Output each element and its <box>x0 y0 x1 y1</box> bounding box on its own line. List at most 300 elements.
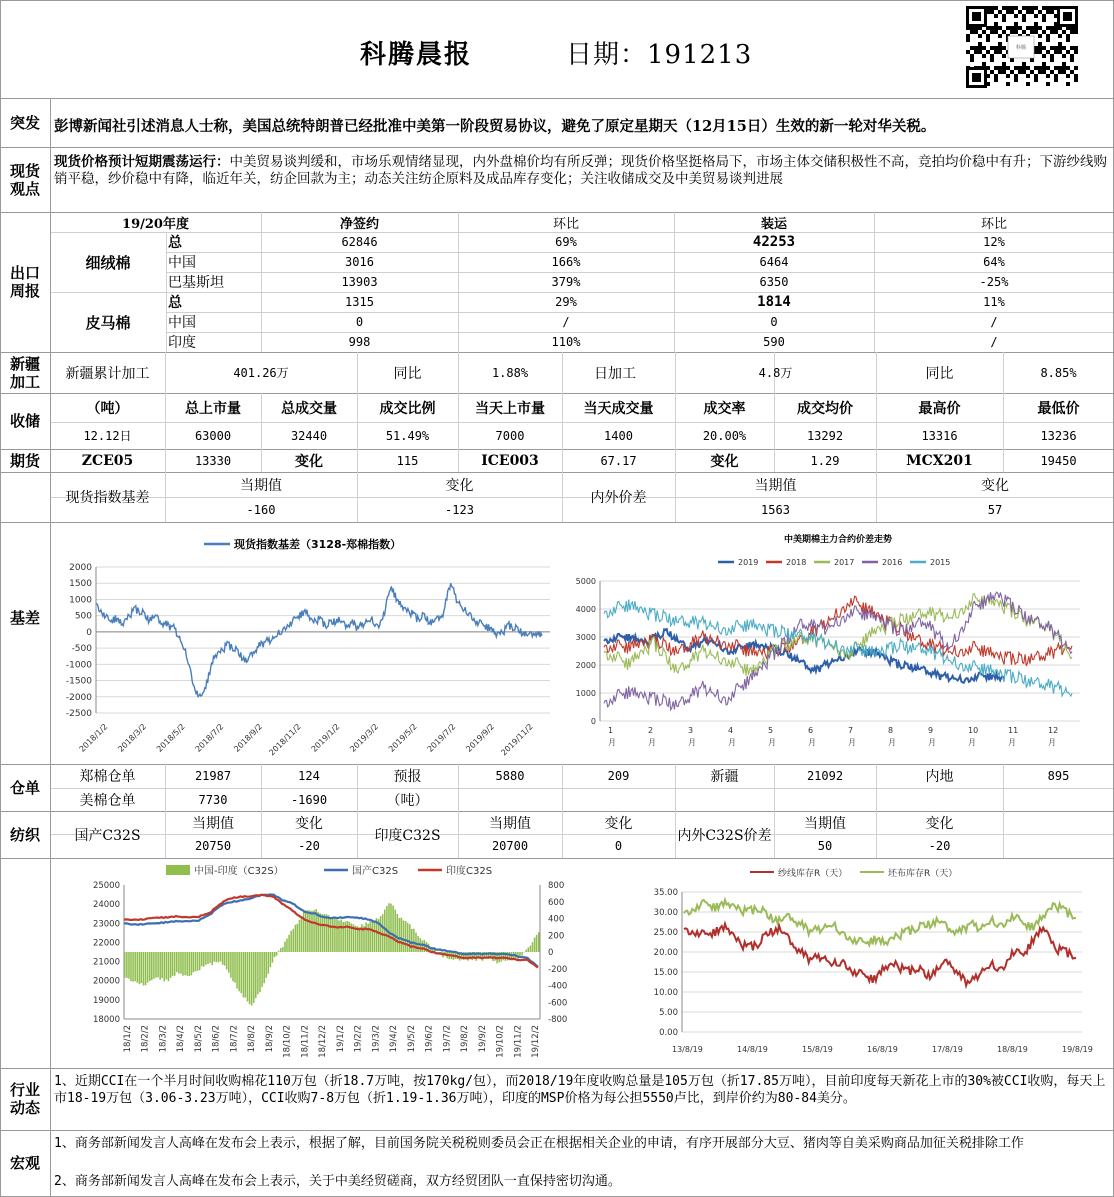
diff-bar <box>382 914 384 952</box>
diff-bar <box>324 914 326 952</box>
diff-bar <box>534 938 536 952</box>
x-tick-label: 19/9/2 <box>477 1025 488 1053</box>
x-tick-label: 18/6/2 <box>211 1025 222 1053</box>
macro-item-1: 1、商务部新闻发言人高峰在发布会上表示，根据了解，目前国务院关税税则委员会正在根据相关企业的申请，有序开展部分大豆、猪肉等自美采购商品加征关税排除工作 <box>54 1136 1024 1151</box>
y-tick-label: 1000 <box>69 595 92 606</box>
xinjiang-yoy1-label: 同比 <box>393 365 422 382</box>
section-storage: 收储 <box>9 412 40 430</box>
warehouse-cell: 郑棉仓单 <box>79 769 136 785</box>
legend-label: 纱线库存R（天） <box>778 869 848 879</box>
diff-bar <box>228 952 230 973</box>
x-tick-label: 18/10/2 <box>282 1025 293 1058</box>
diff-bar <box>191 952 193 975</box>
warehouse-cell: 内地 <box>925 769 954 785</box>
diff-bar <box>274 952 276 957</box>
diff-bar <box>143 952 145 986</box>
x-tick-label: 月 <box>968 738 976 747</box>
diff-bar <box>311 911 313 952</box>
diff-bar <box>299 920 301 952</box>
y-tick-label: 30.00 <box>653 908 678 918</box>
xinjiang-yoy2: 8.85% <box>1040 365 1077 380</box>
x-tick-label: 月 <box>608 738 616 747</box>
warehouse-cell: 5880 <box>495 769 525 783</box>
warehouse-cell: 124 <box>298 769 320 783</box>
diff-bar <box>147 952 149 983</box>
export-row-sign-chg: 29% <box>555 295 577 309</box>
y-tick-label-right: -400 <box>548 981 568 992</box>
x-tick-label: 18/7/2 <box>229 1025 240 1053</box>
storage-cell: 1400 <box>604 428 633 443</box>
spot-opinion-body: 中美贸易谈判缓和，市场乐观情绪显现，内外盘棉价均有所反弹；现货价格坚挺格局下，市场主体交储积极性不高，竞拍均价稳中有升；下游纱线购销平稳，纱价稳中有降，临近年关，纺企回款为主；动态关注纺企原料及成品库存变化；关注收储成交及中美贸易谈判进展 <box>54 154 1107 187</box>
diff-bar <box>172 952 174 976</box>
section-futures: 期货 <box>9 451 40 470</box>
diff-bar <box>284 942 286 952</box>
basis-spot-chg-header: 变化 <box>445 477 474 494</box>
storage-header: 最低价 <box>1037 400 1080 417</box>
diff-bar <box>141 952 143 983</box>
diff-bar <box>280 948 282 952</box>
diff-bar <box>259 952 261 992</box>
series-line <box>684 900 1076 945</box>
diff-bar <box>421 940 423 952</box>
y-tick-label: 20.00 <box>653 948 678 958</box>
y-tick-label: 1000 <box>575 689 596 698</box>
xinjiang-cum-value: 401.26万 <box>233 366 289 380</box>
diff-bar <box>330 918 332 953</box>
x-tick-label: 月 <box>768 738 776 747</box>
x-tick-label: 18/9/2 <box>264 1025 275 1053</box>
export-row-ship: 0 <box>770 315 778 329</box>
x-tick-label: 2019/7/2 <box>425 722 458 754</box>
y-tick-label: -1500 <box>65 676 92 687</box>
warehouse-cell: 新疆 <box>710 769 739 785</box>
diff-bar <box>161 952 163 978</box>
storage-header: 成交均价 <box>797 400 853 417</box>
x-tick-label: 19/12/2 <box>531 1025 541 1058</box>
y-tick-label: 500 <box>74 611 92 622</box>
x-tick-label: 月 <box>928 738 936 747</box>
textile-india-label: 印度C32S <box>374 827 441 844</box>
export-row-ship: 42253 <box>752 234 796 250</box>
export-row-sign-chg: 69% <box>555 235 577 249</box>
futures-cell: ZCE05 <box>81 452 134 469</box>
diff-bar <box>334 918 336 952</box>
legend-label: 中国-印度（C32S） <box>194 866 284 877</box>
section-industry: 行业 动态 <box>9 1081 40 1117</box>
x-tick-label: 月 <box>808 738 816 747</box>
industry-text: 1、近期CCI在一个半月时间收购棉花110万包（折18.7万吨，按170kg/包），而2018/19年度收购总量是105万包（折17.85万吨），目前印度每天新花上市的30%被CCI收购，每天上市18-19万包（3.06-3.23万吨），CCI收购7-8万包（折1.19-1.36万吨），印度的MSP价格为每公担5550卢比，到岸价约为80-84美分。 <box>54 1074 1106 1106</box>
export-group-upland: 细绒棉 <box>85 253 131 272</box>
x-tick-label: 5 <box>768 726 774 735</box>
futures-cell: MCX201 <box>906 452 973 469</box>
warehouse-cell: 7730 <box>198 792 228 807</box>
legend-swatch <box>166 865 190 875</box>
diff-bar <box>388 903 390 952</box>
diff-bar <box>157 952 159 977</box>
diff-bar <box>290 931 292 952</box>
y-tick-label-right: 0 <box>548 948 554 958</box>
export-row-sign-chg: 379% <box>551 275 581 289</box>
diff-bar <box>186 952 188 976</box>
warehouse-cell: 209 <box>607 769 630 783</box>
diff-bar <box>288 935 290 952</box>
diff-bar <box>232 952 234 981</box>
diff-bar <box>407 923 409 952</box>
qr-code-icon <box>966 6 1078 88</box>
legend-label: 国产C32S <box>352 866 399 877</box>
x-tick-label: 19/3/2 <box>371 1025 382 1053</box>
diff-bar <box>336 919 338 952</box>
x-tick-label: 月 <box>848 738 856 747</box>
export-row-sign: 62846 <box>341 235 378 249</box>
legend-label: 2017 <box>834 558 855 567</box>
x-tick-label: 18/5/2 <box>193 1025 204 1053</box>
diff-bar <box>174 952 176 976</box>
diff-bar <box>201 952 203 966</box>
futures-cell: 19450 <box>1040 453 1077 468</box>
x-tick-label: 19/5/2 <box>406 1025 417 1053</box>
diff-bar <box>153 952 155 979</box>
diff-bar <box>132 952 134 982</box>
futures-cell: 变化 <box>295 453 323 470</box>
diff-bar <box>272 952 274 963</box>
x-tick-label: 12 <box>1048 726 1059 735</box>
diff-bar <box>213 952 215 962</box>
section-xinjiang: 新疆 加工 <box>9 354 40 391</box>
y-tick-label: 5000 <box>575 577 596 586</box>
storage-cell: 20.00% <box>702 428 747 443</box>
diff-bar <box>137 952 139 983</box>
diff-bar <box>301 916 303 952</box>
y-tick-label: 35.00 <box>653 888 678 898</box>
textile-domestic-chg-header: 变化 <box>295 815 323 832</box>
xinjiang-daily-value: 4.8万 <box>758 366 793 380</box>
section-basis: 基差 <box>9 609 40 627</box>
x-tick-label: 2018/11/2 <box>267 722 303 758</box>
diff-bar <box>247 952 249 1002</box>
diff-bar <box>286 939 288 952</box>
textile-domestic-cur-header: 当期值 <box>192 815 234 832</box>
diff-bar <box>155 952 157 978</box>
x-tick-label: 18/8/2 <box>247 1025 258 1053</box>
section-spot-view: 现货 观点 <box>9 161 40 198</box>
storage-header: 当天上市量 <box>475 400 545 417</box>
y-tick-label: 5.00 <box>659 1008 678 1018</box>
storage-cell: 13292 <box>806 428 844 443</box>
diff-bar <box>216 952 218 962</box>
diff-bar <box>226 952 228 970</box>
diff-bar <box>320 913 322 952</box>
warehouse-cell: 895 <box>1047 769 1070 783</box>
chart-title: 中美期棉主力合约价差走势 <box>783 535 893 545</box>
y-tick-label-right: 600 <box>548 897 565 908</box>
diff-bar <box>409 924 411 952</box>
diff-bar <box>205 952 207 965</box>
x-tick-label: 13/8/19 <box>672 1045 703 1054</box>
x-tick-label: 16/8/19 <box>867 1045 898 1054</box>
diff-bar <box>305 910 307 952</box>
diff-bar <box>328 915 330 952</box>
export-header-sign-chg: 环比 <box>552 216 579 232</box>
diff-bar <box>525 950 527 952</box>
diff-bar <box>220 952 222 962</box>
export-row-label: 巴基斯坦 <box>168 275 224 291</box>
x-tick-label: 18/3/2 <box>158 1025 169 1053</box>
x-tick-label: 2019/9/2 <box>464 722 497 754</box>
diff-bar <box>209 952 211 963</box>
x-tick-label: 月 <box>728 738 736 747</box>
diff-bar <box>365 922 367 952</box>
export-row-ship-chg: / <box>990 315 998 329</box>
diff-bar <box>257 952 259 994</box>
spread-line-chart <box>566 527 1110 759</box>
storage-header: 最高价 <box>918 400 961 417</box>
diff-bar <box>197 952 199 971</box>
textile-india-cur-header: 当期值 <box>489 815 531 832</box>
export-row-sign-chg: / <box>562 315 570 329</box>
diff-bar <box>403 920 405 952</box>
diff-bar <box>168 952 170 981</box>
y-tick-label: -1000 <box>65 660 92 671</box>
y-tick-label: -500 <box>71 644 92 655</box>
futures-cell: ICE003 <box>481 452 539 469</box>
x-tick-label: 19/8/19 <box>1062 1045 1093 1054</box>
legend-label: 2015 <box>930 558 951 567</box>
diff-bar <box>372 920 374 952</box>
diff-bar <box>532 942 534 952</box>
spot-opinion <box>54 154 1108 188</box>
y-tick-label: 1500 <box>69 579 92 590</box>
textile-spread-cur-header: 当期值 <box>804 815 846 832</box>
diff-bar <box>528 948 530 953</box>
section-macro: 宏观 <box>9 1154 40 1172</box>
warehouse-cell: 预报 <box>393 769 422 785</box>
y-tick-label-right: 400 <box>548 914 565 925</box>
export-header-season: 19/20年度 <box>122 216 189 232</box>
diff-bar <box>401 918 403 952</box>
y-tick-label-left: 24000 <box>92 900 120 911</box>
diff-bar <box>332 918 334 952</box>
textile-spread-chg: -20 <box>928 839 951 853</box>
y-tick-label-right: 200 <box>548 931 565 942</box>
export-row-ship-chg: 64% <box>983 255 1005 269</box>
warehouse-cell: 美棉仓单 <box>79 792 136 809</box>
basis-line-chart <box>54 527 559 759</box>
futures-cell: 115 <box>396 453 419 468</box>
x-tick-label: 19/2/2 <box>353 1025 364 1053</box>
y-tick-label: 0 <box>590 717 596 726</box>
series-line-2015 <box>604 600 1072 697</box>
x-tick-label: 19/8/2 <box>460 1025 471 1053</box>
series-line <box>96 583 542 696</box>
export-row-label: 印度 <box>168 335 196 351</box>
basis-intl-cur: 1563 <box>761 502 790 517</box>
diff-bar <box>166 952 168 979</box>
section-breaking: 突发 <box>9 113 40 132</box>
diff-bar <box>236 952 238 989</box>
diff-bar <box>295 925 297 952</box>
export-header-ship: 装运 <box>760 216 787 232</box>
diff-bar <box>340 920 342 953</box>
storage-header: 成交比例 <box>379 400 436 417</box>
diff-bar <box>234 952 236 983</box>
diff-bar <box>276 952 278 956</box>
yarn-price-chart <box>66 860 596 1066</box>
section-warehouse: 仓单 <box>9 778 40 797</box>
diff-bar <box>193 952 195 972</box>
diff-bar <box>399 918 401 952</box>
diff-bar <box>521 952 523 956</box>
export-row-label: 中国 <box>168 255 196 271</box>
y-tick-label-right: 800 <box>548 881 565 891</box>
x-tick-label: 19/7/2 <box>442 1025 453 1053</box>
x-tick-label: 2018/3/2 <box>116 722 149 754</box>
y-tick-label: 2000 <box>575 661 596 670</box>
diff-bar <box>293 929 295 952</box>
storage-cell: 12.12日 <box>83 429 132 443</box>
textile-india-chg-header: 变化 <box>604 815 633 832</box>
diff-bar <box>182 952 184 976</box>
x-tick-label: 18/1/2 <box>123 1025 133 1053</box>
page-title: 科腾晨报 <box>360 40 473 70</box>
y-tick-label: 3000 <box>575 633 596 642</box>
textile-spread-cur: 50 <box>817 839 833 853</box>
warehouse-cell: -1690 <box>290 792 328 807</box>
legend-label: 2019 <box>738 558 759 567</box>
diff-bar <box>139 952 141 984</box>
basis-spot-chg: -123 <box>445 502 474 517</box>
futures-cell: 变化 <box>710 453 739 470</box>
diff-bar <box>134 952 136 981</box>
diff-bar <box>297 924 299 952</box>
diff-bar <box>338 921 340 953</box>
diff-bar <box>270 952 272 967</box>
textile-spread-chg-header: 变化 <box>925 815 954 832</box>
x-tick-label: 11 <box>1008 726 1019 735</box>
export-row-sign-chg: 166% <box>551 255 581 269</box>
textile-domestic-label: 国产C32S <box>74 827 141 844</box>
x-tick-label: 2019/5/2 <box>386 722 419 754</box>
basis-intl-label: 内外价差 <box>590 490 647 506</box>
storage-cell: 13236 <box>1040 428 1077 443</box>
export-row-sign: 13903 <box>341 275 378 289</box>
diff-bar <box>124 952 126 978</box>
diff-bar <box>238 952 240 991</box>
x-tick-label: 19/6/2 <box>424 1025 435 1053</box>
x-tick-label: 15/8/19 <box>802 1045 833 1054</box>
storage-header: （吨） <box>86 400 129 417</box>
export-row-ship: 1814 <box>757 294 791 310</box>
diff-bar <box>159 952 161 980</box>
basis-spot-cur-header: 当期值 <box>240 477 282 494</box>
diff-bar <box>145 952 147 985</box>
y-tick-label-right: -600 <box>548 998 568 1009</box>
y-tick-label: 10.00 <box>653 988 678 998</box>
y-tick-label: 2000 <box>69 563 92 573</box>
export-row-ship: 6350 <box>759 275 789 289</box>
diff-bar <box>265 952 267 978</box>
diff-bar <box>255 952 257 998</box>
diff-bar <box>536 935 538 952</box>
y-tick-label-left: 25000 <box>92 881 120 891</box>
y-tick-label: 25.00 <box>653 928 678 938</box>
diff-bar <box>390 904 392 952</box>
diff-bar <box>392 906 394 953</box>
export-row-ship-chg: 12% <box>983 235 1005 249</box>
export-row-ship-chg: -25% <box>979 275 1009 289</box>
diff-bar <box>313 910 315 952</box>
x-tick-label: 18/8/19 <box>997 1045 1028 1054</box>
export-row-label: 中国 <box>168 315 196 331</box>
export-row-sign-chg: 110% <box>551 335 581 349</box>
diff-bar <box>397 914 399 952</box>
x-tick-label: 7 <box>848 726 854 735</box>
y-tick-label-right: -800 <box>548 1015 568 1025</box>
x-tick-label: 10 <box>968 726 979 735</box>
storage-cell: 7000 <box>495 428 525 443</box>
diff-bar <box>253 952 255 1003</box>
x-tick-label: 19/10/2 <box>495 1025 506 1058</box>
x-tick-label: 2018/7/2 <box>193 722 226 754</box>
export-row-ship: 590 <box>763 335 785 349</box>
x-tick-label: 月 <box>688 738 696 747</box>
x-tick-label: 18/2/2 <box>140 1025 151 1053</box>
x-tick-label: 2019/1/2 <box>309 722 342 754</box>
diff-bar <box>203 952 205 967</box>
y-tick-label: 15.00 <box>653 968 678 978</box>
diff-bar <box>126 952 128 978</box>
x-tick-label: 月 <box>888 738 896 747</box>
storage-cell: 32440 <box>290 428 328 443</box>
diff-bar <box>164 952 166 981</box>
y-tick-label-left: 21000 <box>92 957 120 968</box>
y-tick-label-left: 23000 <box>92 919 120 930</box>
textile-domestic-cur: 20750 <box>194 839 232 853</box>
export-header-sign: 净签约 <box>339 216 379 232</box>
export-row-sign: 998 <box>348 335 371 349</box>
diff-bar <box>184 952 186 975</box>
x-tick-label: 2018/9/2 <box>232 722 265 754</box>
xinjiang-yoy2-label: 同比 <box>925 365 954 382</box>
diff-bar <box>178 952 180 974</box>
x-tick-label: 17/8/19 <box>932 1045 963 1054</box>
diff-bar <box>245 952 247 998</box>
y-tick-label: 4000 <box>575 605 596 614</box>
y-tick-label-left: 20000 <box>92 976 120 987</box>
basis-intl-chg-header: 变化 <box>981 477 1009 494</box>
diff-bar <box>222 952 224 965</box>
export-row-ship: 6464 <box>759 255 789 269</box>
xinjiang-daily-label: 日加工 <box>594 365 636 382</box>
x-tick-label: 1 <box>608 726 614 735</box>
diff-bar <box>322 914 324 952</box>
diff-bar <box>128 952 130 979</box>
diff-bar <box>176 952 178 972</box>
x-tick-label: 18/4/2 <box>176 1025 187 1053</box>
y-tick-label-right: -200 <box>548 964 568 975</box>
basis-intl-cur-header: 当期值 <box>754 477 797 494</box>
section-textile: 纺织 <box>9 825 40 844</box>
storage-header: 总成交量 <box>281 400 337 417</box>
diff-bar <box>411 929 413 952</box>
diff-bar <box>195 952 197 971</box>
diff-bar <box>211 952 213 965</box>
x-tick-label: 2 <box>648 726 654 735</box>
storage-header: 当天成交量 <box>583 400 654 417</box>
breaking-news: 彭博新闻社引述消息人士称，美国总统特朗普已经批准中美第一阶段贸易协议，避免了原定星期天（12月15日）生效的新一轮对华关税。 <box>54 118 936 135</box>
legend-label: 现货指数基差（3128-郑棉指数） <box>234 538 402 551</box>
diff-bar <box>251 952 253 1006</box>
